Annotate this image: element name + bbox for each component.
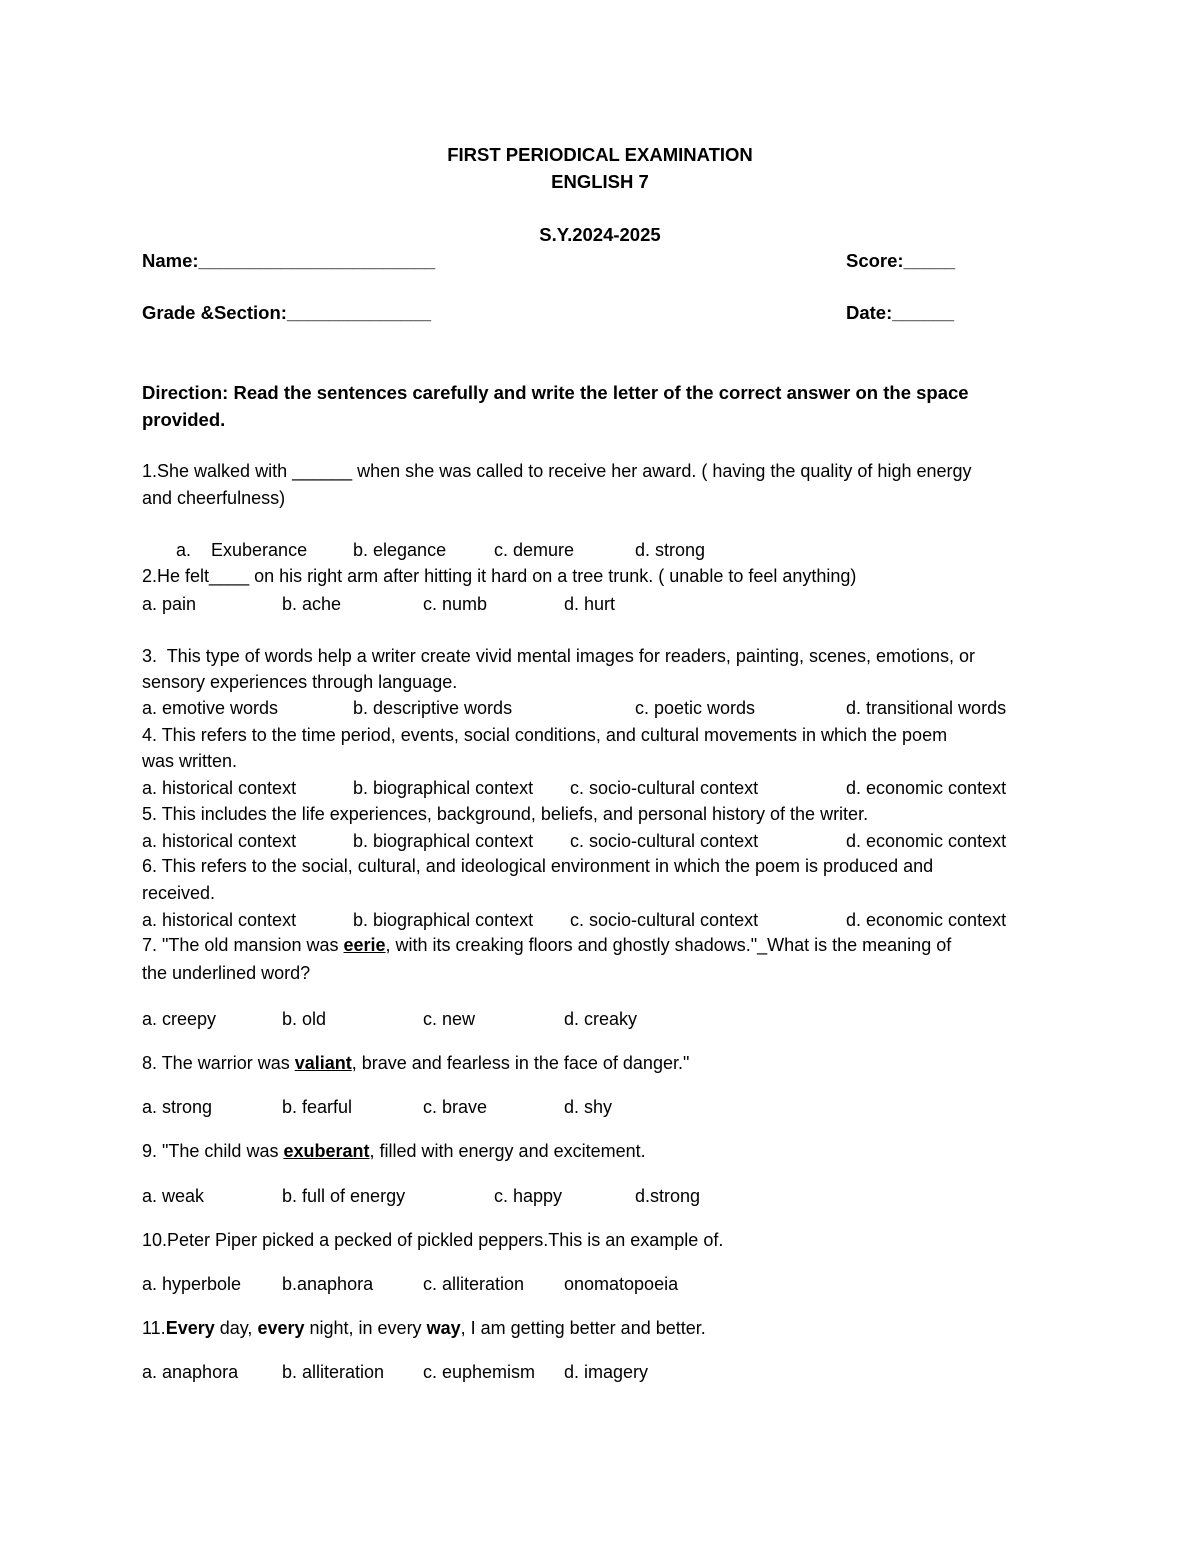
q11-text-2: night, in every	[304, 1318, 427, 1338]
question-3-line-2: sensory experiences through language.	[142, 672, 458, 692]
q5-option-c: c. socio-cultural context	[570, 831, 759, 851]
q11-option-b: b. alliteration	[282, 1362, 385, 1382]
q7-option-d: d. creaky	[564, 1009, 638, 1029]
q11-bold-word-1: Every	[165, 1318, 215, 1338]
q7-suffix: , with its creaking floors and ghostly shadows."_What is the meaning of	[385, 935, 952, 955]
q7-option-b: b. old	[282, 1009, 327, 1029]
question-6-line-2: received.	[142, 883, 216, 903]
q9-option-a: a. weak	[142, 1186, 205, 1206]
q7-option-a: a. creepy	[142, 1009, 217, 1029]
question-6-line-1: 6. This refers to the social, cultural, and ideological environment in which the poem is produced and	[142, 856, 934, 876]
q10-option-a: a. hyperbole	[142, 1274, 242, 1294]
grade-section-field[interactable]: Grade &Section:______________	[142, 302, 431, 323]
q9-prefix: 9. "The child was	[142, 1141, 284, 1161]
q8-suffix: , brave and fearless in the face of danger."	[351, 1053, 690, 1073]
q2-option-b: b. ache	[282, 594, 342, 614]
q3-option-b: b. descriptive words	[353, 698, 513, 718]
q9-keyword: exuberant	[283, 1141, 370, 1161]
q6-option-c: c. socio-cultural context	[570, 910, 759, 930]
question-7-line-1	[142, 935, 951, 956]
question-1-line-2: and cheerfulness)	[142, 488, 286, 508]
q4-option-b: b. biographical context	[353, 778, 534, 798]
question-7-line-2: the underlined word?	[142, 963, 311, 983]
q11-text-3: , I am getting better and better.	[460, 1318, 706, 1338]
q2-option-c: c. numb	[423, 594, 488, 614]
date-field[interactable]: Date:______	[846, 302, 954, 323]
score-field[interactable]: Score:_____	[846, 250, 956, 271]
q7-keyword: eerie	[343, 935, 386, 955]
q8-prefix: 8. The warrior was	[142, 1053, 295, 1073]
q3-option-d: d. transitional words	[846, 698, 1007, 718]
exam-subject: ENGLISH 7	[551, 171, 649, 192]
direction-line-1: Direction: Read the sentences carefully and write the letter of the correct answer on the space	[142, 382, 969, 403]
q9-suffix: , filled with energy and excitement.	[369, 1141, 646, 1161]
q11-option-a: a. anaphora	[142, 1362, 239, 1382]
q6-option-b: b. biographical context	[353, 910, 534, 930]
name-field[interactable]: Name:_______________________	[142, 250, 436, 271]
q6-option-d: d. economic context	[846, 910, 1007, 930]
q5-option-a: a. historical context	[142, 831, 297, 851]
question-10-line-1: 10.Peter Piper picked a pecked of pickled peppers.This is an example of.	[142, 1230, 724, 1250]
exam-title: FIRST PERIODICAL EXAMINATION	[447, 144, 753, 165]
q8-keyword: valiant	[294, 1053, 352, 1073]
question-2-line-1: 2.He felt____ on his right arm after hitting it hard on a tree trunk. ( unable to feel anything)	[142, 566, 857, 586]
q1-option-b: b. elegance	[353, 540, 447, 560]
direction-line-2: provided.	[142, 409, 226, 430]
question-3-line-1: 3. This type of words help a writer create vivid mental images for readers, painting, scenes, emotions, or	[142, 646, 976, 666]
q11-option-d: d. imagery	[564, 1362, 649, 1382]
q7-option-c: c. new	[423, 1009, 476, 1029]
q10-option-b: b.anaphora	[282, 1274, 374, 1294]
q5-option-d: d. economic context	[846, 831, 1007, 851]
question-11-line-1	[142, 1318, 706, 1339]
q8-option-c: c. brave	[423, 1097, 488, 1117]
q10-option-d: onomatopoeia	[564, 1274, 679, 1294]
q4-option-c: c. socio-cultural context	[570, 778, 759, 798]
q2-option-a: a. pain	[142, 594, 197, 614]
q11-bold-word-3: way	[426, 1318, 461, 1338]
q9-option-c: c. happy	[494, 1186, 563, 1206]
q9-option-d: d.strong	[635, 1186, 701, 1206]
q5-option-b: b. biographical context	[353, 831, 534, 851]
q11-text-1: day,	[214, 1318, 258, 1338]
question-9-line-1	[142, 1141, 646, 1162]
q6-option-a: a. historical context	[142, 910, 297, 930]
q7-prefix: 7. "The old mansion was	[142, 935, 344, 955]
q1-option-c: c. demure	[494, 540, 575, 560]
q11-option-c: c. euphemism	[423, 1362, 536, 1382]
q8-option-a: a. strong	[142, 1097, 213, 1117]
q9-option-b: b. full of energy	[282, 1186, 406, 1206]
question-5-line-1: 5. This includes the life experiences, background, beliefs, and personal history of the writer.	[142, 804, 869, 824]
question-8-line-1	[142, 1053, 689, 1074]
q1-option-a: a. Exuberance	[176, 540, 308, 560]
q2-option-d: d. hurt	[564, 594, 616, 614]
question-1-line-1: 1.She walked with ______ when she was called to receive her award. ( having the quality of high energy	[142, 461, 972, 481]
q8-option-d: d. shy	[564, 1097, 613, 1117]
question-4-line-1: 4. This refers to the time period, events, social conditions, and cultural movements in which the poem	[142, 725, 948, 745]
school-year: S.Y.2024-2025	[539, 224, 661, 245]
question-4-line-2: was written.	[142, 751, 238, 771]
q8-option-b: b. fearful	[282, 1097, 353, 1117]
q3-option-c: c. poetic words	[635, 698, 756, 718]
q11-bold-word-2: every	[257, 1318, 305, 1338]
q4-option-d: d. economic context	[846, 778, 1007, 798]
q11-number: 11.	[142, 1318, 166, 1338]
q4-option-a: a. historical context	[142, 778, 297, 798]
q3-option-a: a. emotive words	[142, 698, 279, 718]
q1-option-d: d. strong	[635, 540, 706, 560]
q10-option-c: c. alliteration	[423, 1274, 525, 1294]
